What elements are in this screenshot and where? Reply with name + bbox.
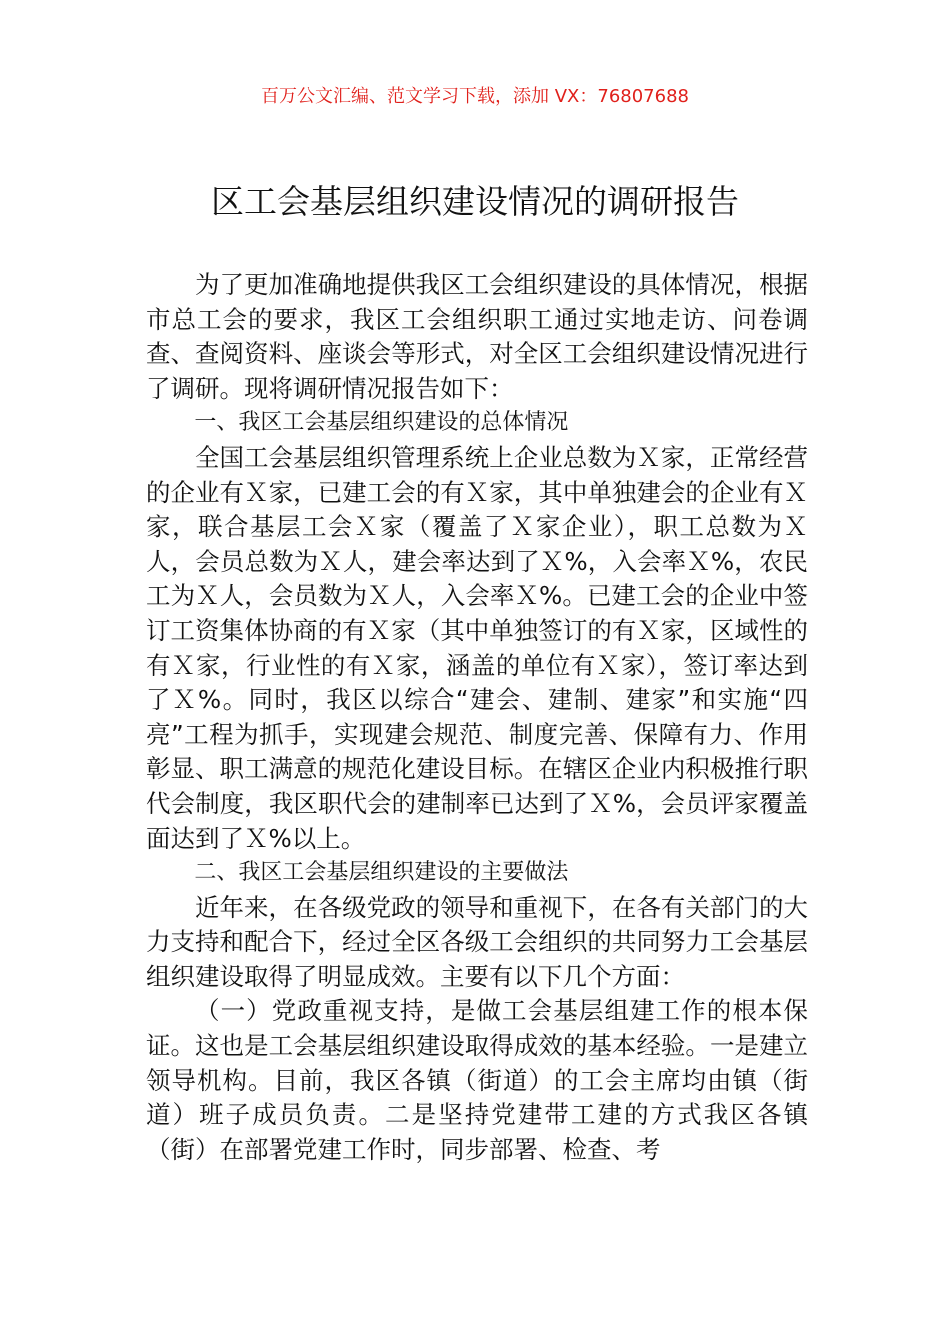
section-heading-2: 二、我区工会基层组织建设的主要做法 [194, 860, 569, 886]
practice-point-1-paragraph: （一）党政重视支持，是做工会基层组建工作的根本保证。这也是工会基层组织建设取得成效的基本经验。一是建立领导机构。目前，我区各镇（街道）的工会主席均由镇（街道）班子成员负责。二是坚持党建带工建的方式我区各镇（街）在部署党建工作时，同步部署、检查、考 [146, 996, 808, 1164]
document-title: 区工会基层组织建设情况的调研报告 [211, 182, 739, 221]
practice-intro-paragraph: 近年来，在各级党政的领导和重视下，在各有关部门的大力支持和配合下，经过全区各级工会组织的共同努力工会基层组织建设取得了明显成效。主要有以下几个方面： [146, 892, 808, 991]
section-heading-1: 一、我区工会基层组织建设的总体情况 [194, 410, 569, 436]
watermark-banner: 百万公文汇编、范文学习下载，添加 VX：76807688 [261, 86, 689, 107]
overview-paragraph: 全国工会基层组织管理系统上企业总数为Ｘ家，正常经营的企业有Ｘ家，已建工会的有Ｘ家，其中单独建会的企业有Ｘ家，联合基层工会Ｘ家（覆盖了Ｘ家企业），职工总数为Ｘ人，会员总数为Ｘ人，建会率达到了Ｘ%，入会率Ｘ%，农民工为Ｘ人，会员数为Ｘ人，入会率Ｘ%。已建工会的企业中签订工资集体协商的有Ｘ家（其中单独签订的有Ｘ家，区域性的有Ｘ家，行业性的有Ｘ家，涵盖的单位有Ｘ家），签订率达到了Ｘ%。同时，我区以综合“建会、建制、建家”和实施“四亮”工程为抓手，实现建会规范、制度完善、保障有力、作用彰显、职工满意的规范化建设目标。在辖区企业内积极推行职代会制度，我区职代会的建制率已达到了Ｘ%，会员评家覆盖面达到了Ｘ%以上。 [146, 442, 808, 853]
intro-paragraph: 为了更加准确地提供我区工会组织建设的具体情况，根据市总工会的要求，我区工会组织职工通过实地走访、问卷调查、查阅资料、座谈会等形式，对全区工会组织建设情况进行了调研。现将调研情况报告如下： [146, 270, 808, 403]
document-body [146, 268, 808, 1167]
